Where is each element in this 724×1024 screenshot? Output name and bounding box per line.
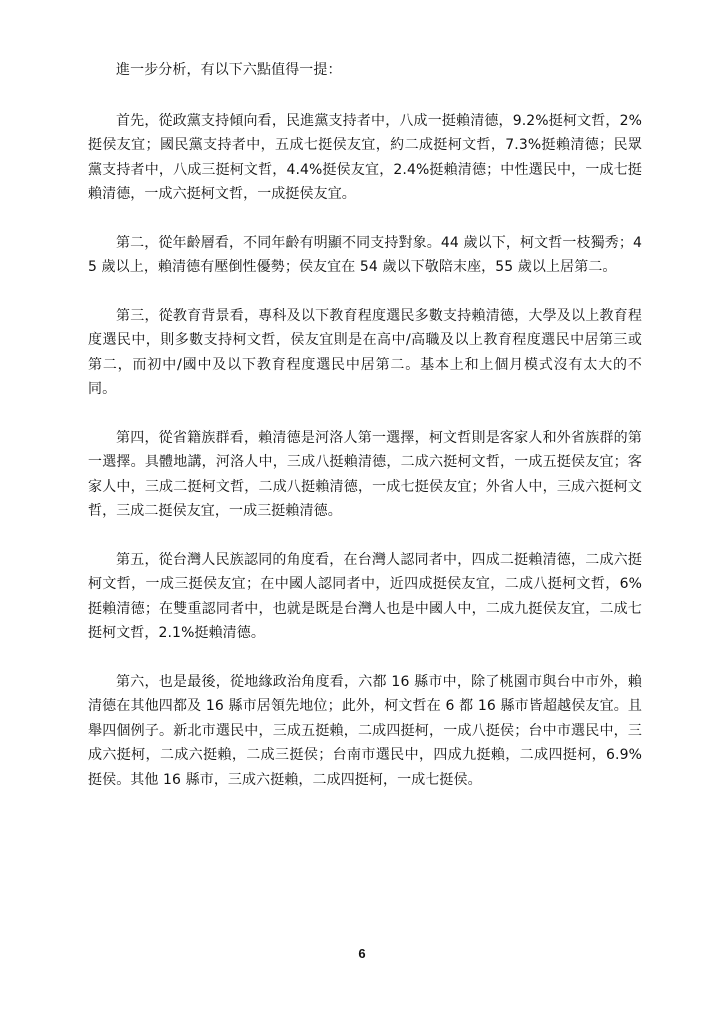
paragraph-age-group: 第二，從年齡層看，不同年齡有明顯不同支持對象。44 歲以下，柯文哲一枝獨秀；45 歲以上，賴清德有壓倒性優勢；侯友宜在 54 歲以下敬陪末座，55 歲以上居第二。 xyxy=(88,234,642,275)
paragraph-education: 第三，從教育背景看，專科及以下教育程度選民多數支持賴清德，大學及以上教育程度選民中，則多數支持柯文哲，侯友宜則是在高中/高職及以上教育程度選民中居第三或第二，而初中/國中及以下教育程度選民中居第二。基本上和上個月模式沒有太大的不同。 xyxy=(88,307,642,397)
intro-paragraph: 進一步分析，有以下六點值得一提： xyxy=(116,62,342,78)
paragraph-ethnic-group: 第四，從省籍族群看，賴清德是河洛人第一選擇，柯文哲則是客家人和外省族群的第一選擇。具體地講，河洛人中，三成八挺賴清德，二成六挺柯文哲，一成五挺侯友宜；客家人中，三成二挺柯文哲，二成八挺賴清德，一成七挺侯友宜；外省人中，三成六挺柯文哲，三成二挺侯友宜，一成三挺賴清德。 xyxy=(88,429,642,519)
paragraph-national-identity: 第五，從台灣人民族認同的角度看，在台灣人認同者中，四成二挺賴清德，二成六挺柯文哲，一成三挺侯友宜；在中國人認同者中，近四成挺侯友宜，二成八挺柯文哲，6%挺賴清德；在雙重認同者中，也就是既是台灣人也是中國人中，二成九挺侯友宜，二成七挺柯文哲，2.1%挺賴清德。 xyxy=(88,551,642,641)
page-number: 6 xyxy=(358,946,366,961)
paragraph-party-support: 首先，從政黨支持傾向看，民進黨支持者中，八成一挺賴清德，9.2%挺柯文哲，2%挺侯友宜；國民黨支持者中，五成七挺侯友宜，約二成挺柯文哲，7.3%挺賴清德；民眾黨支持者中，八成三挺柯文哲，4.4%挺侯友宜，2.4%挺賴清德；中性選民中，一成七挺賴清德，一成六挺柯文哲，一成挺侯友宜。 xyxy=(88,112,642,202)
document-body xyxy=(88,58,642,816)
paragraph-geography: 第六，也是最後，從地緣政治角度看，六都 16 縣市中，除了桃園市與台中市外，賴清德在其他四都及 16 縣市居領先地位；此外，柯文哲在 6 都 16 縣市皆超越侯友宜。且舉四個例子。新北市選民中，三成五挺賴，二成四挺柯，一成八挺侯；台中市選民中，三成六挺柯，二成六挺賴，二成三挺侯；台南市選民中，四成九挺賴，二成四挺柯，6.9%挺侯。其他 16 縣市，三成六挺賴，二成四挺柯，一成七挺侯。 xyxy=(88,673,642,788)
